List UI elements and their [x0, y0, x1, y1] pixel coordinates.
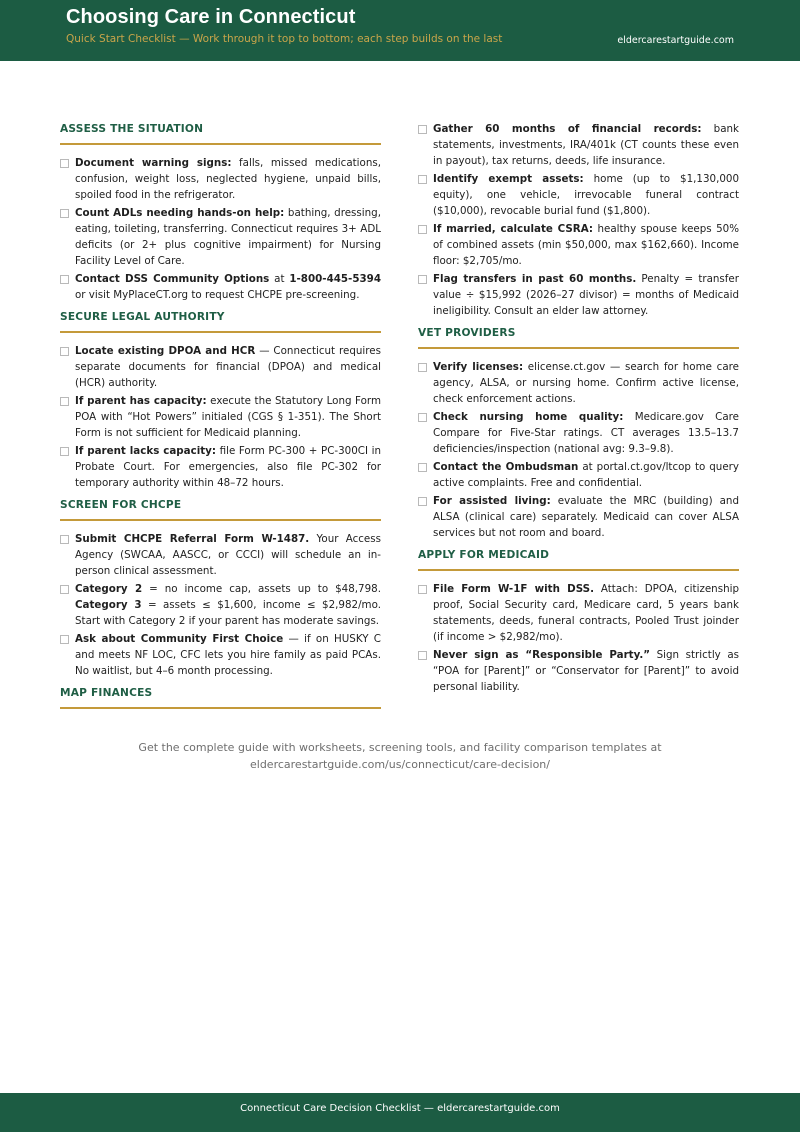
item-heading: Ask about Community First Choice: [75, 633, 284, 645]
section-title-medicaid: APPLY FOR MEDICAID: [418, 547, 739, 571]
item-text: file Form PC-300 + PC-300CI in Probate Court. For emergencies, also file PC-302 for temporary authority within 48–72 hours.: [75, 445, 381, 489]
checkbox-icon[interactable]: [418, 651, 427, 660]
footer-bar-text: Connecticut Care Decision Checklist — eldercarestartguide.com: [240, 1103, 560, 1114]
footer-note-url[interactable]: eldercarestartguide.com/us/connecticut/care-decision/: [250, 758, 550, 771]
item-heading: Count ADLs needing hands-on help:: [75, 207, 285, 219]
right-column: [418, 121, 739, 697]
item-text: at: [269, 273, 290, 285]
header-site-url: eldercarestartguide.com: [617, 35, 734, 46]
item-phone: 1-800-445-5394: [289, 273, 381, 285]
item-text: Your Access Agency (SWCAA, AASCC, or CCCI) will schedule an in-person clinical assessment.: [75, 533, 382, 577]
checkbox-icon[interactable]: [418, 497, 427, 506]
checkbox-icon[interactable]: [418, 125, 427, 134]
checklist-item[interactable]: [418, 359, 739, 407]
checklist-item[interactable]: [60, 271, 381, 303]
item-text: Sign strictly as “POA for [Parent]” or “Conservator for [Parent]” to avoid personal liability.: [433, 649, 739, 693]
item-text: at portal.ct.gov/ltcop to query active complaints. Free and confidential.: [433, 461, 739, 489]
checklist-item[interactable]: [60, 343, 381, 391]
checkbox-icon[interactable]: [418, 463, 427, 472]
item-text: or visit MyPlaceCT.org to request CHCPE pre-screening.: [75, 289, 360, 301]
item-heading: Category 2: [75, 583, 143, 595]
checklist-item[interactable]: [60, 205, 381, 269]
item-text: — Connecticut requires separate documents for financial (DPOA) and medical (HCR) authority.: [75, 345, 381, 389]
checkbox-icon[interactable]: [418, 175, 427, 184]
checklist-item[interactable]: [418, 221, 739, 269]
checkbox-icon[interactable]: [60, 635, 69, 644]
checkbox-icon[interactable]: [60, 585, 69, 594]
checklist-item[interactable]: [418, 647, 739, 695]
item-text: falls, missed medications, confusion, weight loss, neglected hygiene, unpaid bills, spoiled food in the refrigerator.: [75, 157, 382, 201]
checkbox-icon[interactable]: [418, 275, 427, 284]
item-text: healthy spouse keeps 50% of combined assets (min $50,000, max $162,660). Income floor: $2,705/mo.: [433, 223, 739, 267]
item-text: Medicare.gov Care Compare for Five-Star ratings. CT averages 13.5–13.7 deficiencies/inspection (national avg: 9.3–9.8).: [433, 411, 739, 455]
checkbox-icon[interactable]: [418, 363, 427, 372]
checklist-item[interactable]: [418, 459, 739, 491]
item-heading: Check nursing home quality:: [433, 411, 624, 423]
item-text: bank statements, investments, IRA/401k (CT counts these even in payout), tax returns, deeds, life insurance.: [433, 123, 739, 167]
item-heading: Flag transfers in past 60 months.: [433, 273, 637, 285]
item-heading: Identify exempt assets:: [433, 173, 584, 185]
section-title-finances: MAP FINANCES: [60, 685, 381, 709]
checklist-item[interactable]: [60, 155, 381, 203]
checkbox-icon[interactable]: [418, 585, 427, 594]
page-header: [0, 0, 800, 61]
footer-note: [100, 739, 700, 773]
checklist-item[interactable]: [60, 531, 381, 579]
item-heading: Verify licenses:: [433, 361, 524, 373]
item-heading: Submit CHCPE Referral Form W-1487.: [75, 533, 310, 545]
checkbox-icon[interactable]: [60, 159, 69, 168]
item-heading: Contact the Ombudsman: [433, 461, 579, 473]
checklist-item[interactable]: [418, 171, 739, 219]
left-column: [60, 121, 381, 719]
checklist-item[interactable]: [418, 409, 739, 457]
item-text: Attach: DPOA, citizenship proof, Social Security card, Medicare card, 5 years bank statements, deeds, funeral contracts, Pooled Trust joinder (if income > $2,982/mo).: [433, 583, 739, 643]
item-heading: If parent has capacity:: [75, 395, 207, 407]
item-heading: File Form W-1F with DSS.: [433, 583, 594, 595]
checkbox-icon[interactable]: [60, 347, 69, 356]
section-title-providers: VET PROVIDERS: [418, 325, 739, 349]
checkbox-icon[interactable]: [60, 209, 69, 218]
item-heading: Locate existing DPOA and HCR: [75, 345, 256, 357]
item-heading: Contact DSS Community Options: [75, 273, 270, 285]
item-text: elicense.ct.gov — search for home care agency, ALSA, or nursing home. Confirm active license, check enforcement actions.: [433, 361, 739, 405]
item-heading: Never sign as “Responsible Party.”: [433, 649, 651, 661]
checkbox-icon[interactable]: [60, 535, 69, 544]
item-heading: Category 3: [75, 599, 142, 611]
item-heading: Document warning signs:: [75, 157, 232, 169]
item-text: = assets ≤ $1,600, income ≤ $2,982/mo. Start with Category 2 if your parent has moderate savings.: [75, 599, 381, 627]
item-heading: Gather 60 months of financial records:: [433, 123, 702, 135]
checklist-item[interactable]: [418, 493, 739, 541]
footer-note-line1: Get the complete guide with worksheets, screening tools, and facility comparison templates at: [138, 741, 662, 754]
item-text: Penalty = transfer value ÷ $15,992 (2026–27 divisor) = months of Medicaid ineligibility. Consult an elder law attorney.: [433, 273, 739, 317]
page-title: Choosing Care in Connecticut: [66, 6, 356, 28]
item-text: evaluate the MRC (building) and ALSA (clinical care) separately. Medicaid can cover ALSA services but not room and board.: [433, 495, 739, 539]
checklist-item[interactable]: [60, 581, 381, 629]
item-text: execute the Statutory Long Form POA with “Hot Powers” initialed (CGS § 1-351). The Short Form is not sufficient for Medicaid planning.: [75, 395, 381, 439]
item-text: = no income cap, assets up to $48,798.: [142, 583, 381, 595]
item-heading: For assisted living:: [433, 495, 551, 507]
page-subtitle: Quick Start Checklist — Work through it top to bottom; each step builds on the last: [66, 33, 503, 45]
item-heading: If married, calculate CSRA:: [433, 223, 594, 235]
item-heading: If parent lacks capacity:: [75, 445, 216, 457]
checklist-item[interactable]: [418, 121, 739, 169]
section-title-assess: ASSESS THE SITUATION: [60, 121, 381, 145]
checklist-item[interactable]: [418, 581, 739, 645]
checklist-item[interactable]: [60, 393, 381, 441]
section-title-chcpe: SCREEN FOR CHCPE: [60, 497, 381, 521]
checkbox-icon[interactable]: [60, 447, 69, 456]
checkbox-icon[interactable]: [60, 397, 69, 406]
checklist-item[interactable]: [418, 271, 739, 319]
checkbox-icon[interactable]: [418, 413, 427, 422]
checkbox-icon[interactable]: [418, 225, 427, 234]
item-text: home (up to $1,130,000 equity), one vehicle, irrevocable funeral contract ($10,000), revocable burial fund ($1,800).: [433, 173, 740, 217]
section-title-legal: SECURE LEGAL AUTHORITY: [60, 309, 381, 333]
footer-bar: [0, 1093, 800, 1132]
checklist-item[interactable]: [60, 443, 381, 491]
item-text: bathing, dressing, eating, toileting, transferring. Connecticut requires 3+ ADL deficits (or 2+ plus cognitive impairment) for Nursing Facility Level of Care.: [75, 207, 381, 267]
item-text: — if on HUSKY C and meets NF LOC, CFC lets you hire family as paid PCAs. No waitlist, but 4–6 month processing.: [75, 633, 381, 677]
checklist-item[interactable]: [60, 631, 381, 679]
checkbox-icon[interactable]: [60, 275, 69, 284]
